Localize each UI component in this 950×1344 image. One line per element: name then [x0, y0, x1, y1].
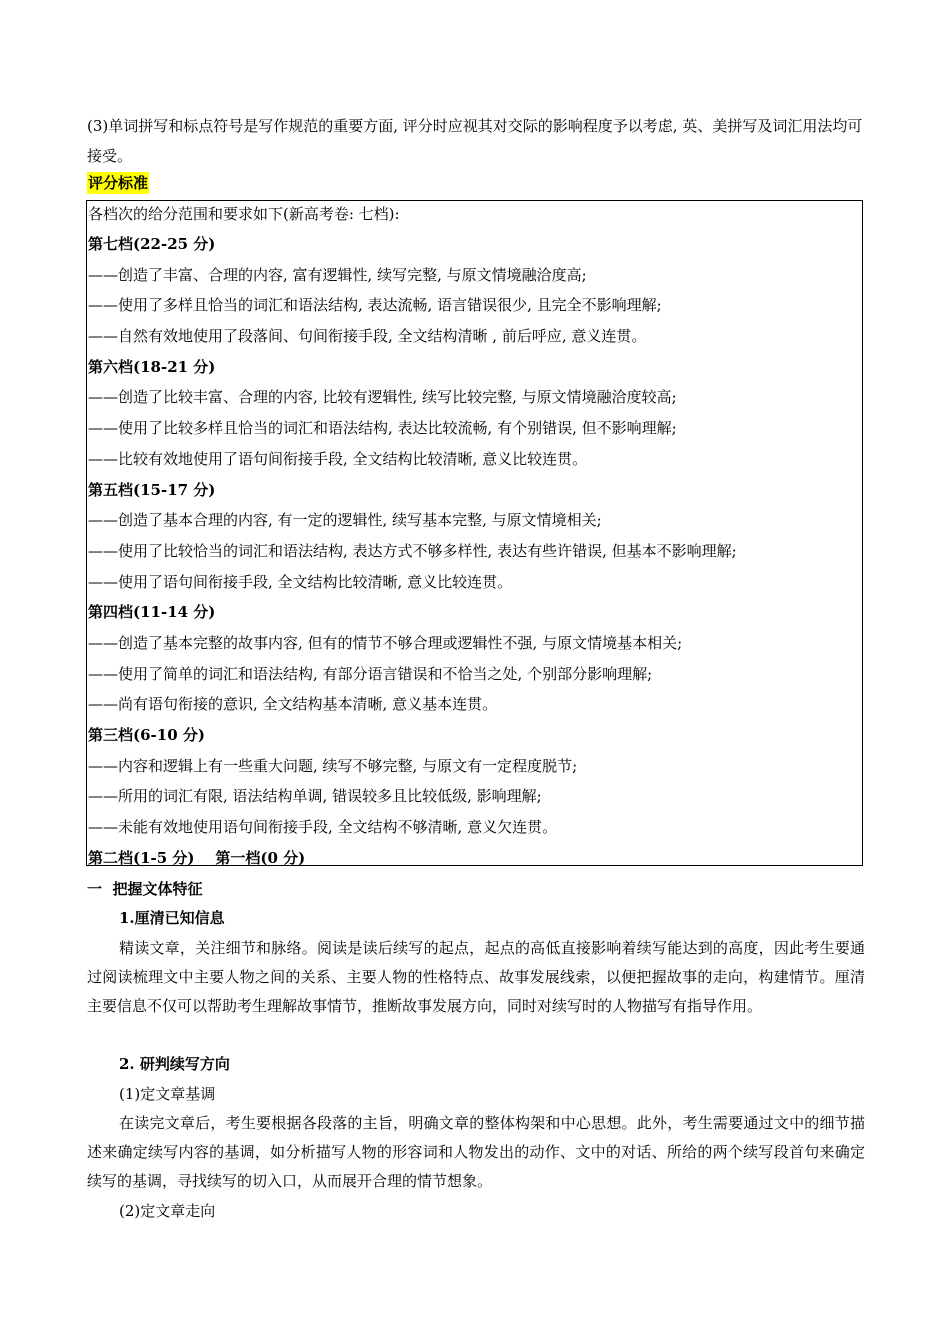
level-5-title: 第五档(15-17 分) — [88, 480, 216, 499]
rubric-intro: 各档次的给分范围和要求如下(新高考卷: 七档): — [88, 205, 400, 223]
level-7-title: 第七档(22-25 分) — [88, 235, 216, 253]
level-3-item: ——所用的词汇有限, 语法结构单调, 错误较多且比较低级, 影响理解; — [88, 787, 542, 806]
level-3-item: ——内容和逻辑上有一些重大问题, 续写不够完整, 与原文有一定程度脱节; — [88, 756, 578, 775]
intro-paragraph: (3)单词拼写和标点符号是写作规范的重要方面, 评分时应视其对交际的影响程度予以考虑, 英、美拼写及词汇用法均可接受。 — [87, 117, 863, 165]
level-3-title: 第三档(6-10 分) — [88, 726, 205, 744]
level-7-item: ——使用了多样且恰当的词汇和语法结构, 表达流畅, 语言错误很少, 且完全不影响理解; — [88, 296, 662, 315]
level-4-item: ——尚有语句衔接的意识, 全文结构基本清晰, 意义基本连贯。 — [88, 695, 498, 714]
level-4-item: ——创造了基本完整的故事内容, 但有的情节不够合理或逻辑性不强, 与原文情境基本相关; — [88, 633, 683, 652]
level-2-1-title: 第二档(1-5 分) 第一档(0 分) — [88, 848, 306, 867]
level-4-item: ——使用了简单的词汇和语法结构, 有部分语言错误和不恰当之处, 个别部分影响理解; — [88, 664, 653, 683]
point-1-paragraph: 在读完文章后，考生要根据各段落的主旨，明确文章的整体构架和中心思想。此外，考生需要通过文中的细节描述来确定续写内容的基调，如分析描写人物的形容词和人物发出的动作、文中的对话、所给的两个续写段首句来确定续写的基调，寻找续写的切入口，从而展开合理的情节想象。 — [87, 1114, 865, 1190]
section-title: 一 把握文体特征 — [87, 880, 203, 898]
level-6-item: ——比较有效地使用了语句间衔接手段, 全文结构比较清晰, 意义比较连贯。 — [88, 449, 588, 468]
level-7-item: ——创造了丰富、合理的内容, 富有逻辑性, 续写完整, 与原文情境融洽度高; — [88, 265, 587, 284]
level-6-item: ——创造了比较丰富、合理的内容, 比较有逻辑性, 续写比较完整, 与原文情境融洽度较高; — [88, 388, 677, 407]
scoring-criteria-label: 评分标准 — [88, 174, 149, 192]
level-3-item: ——未能有效地使用语句间衔接手段, 全文结构不够清晰, 意义欠连贯。 — [88, 818, 558, 837]
subsection-1-paragraph: 精读文章，关注细节和脉络。阅读是读后续写的起点，起点的高低直接影响着续写能达到的高度，因此考生要通过阅读梳理文中主要人物之间的关系、主要人物的性格特点、故事发展线索，以便把握故事的走向，构建情节。厘清主要信息不仅可以帮助考生理解故事情节，推断故事发展方向，同时对续写时的人物描写有指导作用。 — [87, 939, 865, 1015]
level-6-item: ——使用了比较多样且恰当的词汇和语法结构, 表达比较流畅, 有个别错误, 但不影响理解; — [88, 419, 677, 438]
point-1-title: (1)定文章基调 — [119, 1085, 216, 1103]
level-6-title: 第六档(18-21 分) — [88, 357, 216, 376]
level-4-title: 第四档(11-14 分) — [88, 603, 216, 622]
subsection-2-title: 2. 研判续写方向 — [119, 1055, 230, 1073]
level-7-item: ——自然有效地使用了段落间、句间衔接手段, 全文结构清晰 , 前后呼应, 意义连贯。 — [88, 327, 647, 346]
point-2-title: (2)定文章走向 — [119, 1202, 216, 1220]
level-5-item: ——使用了比较恰当的词汇和语法结构, 表达方式不够多样性, 表达有些许错误, 但基本不影响理解; — [88, 541, 737, 560]
subsection-1-title: 1.厘清已知信息 — [119, 909, 225, 927]
level-5-item: ——创造了基本合理的内容, 有一定的逻辑性, 续写基本完整, 与原文情境相关; — [88, 511, 602, 530]
level-5-item: ——使用了语句间衔接手段, 全文结构比较清晰, 意义比较连贯。 — [88, 572, 513, 591]
rubric-box — [86, 200, 863, 866]
